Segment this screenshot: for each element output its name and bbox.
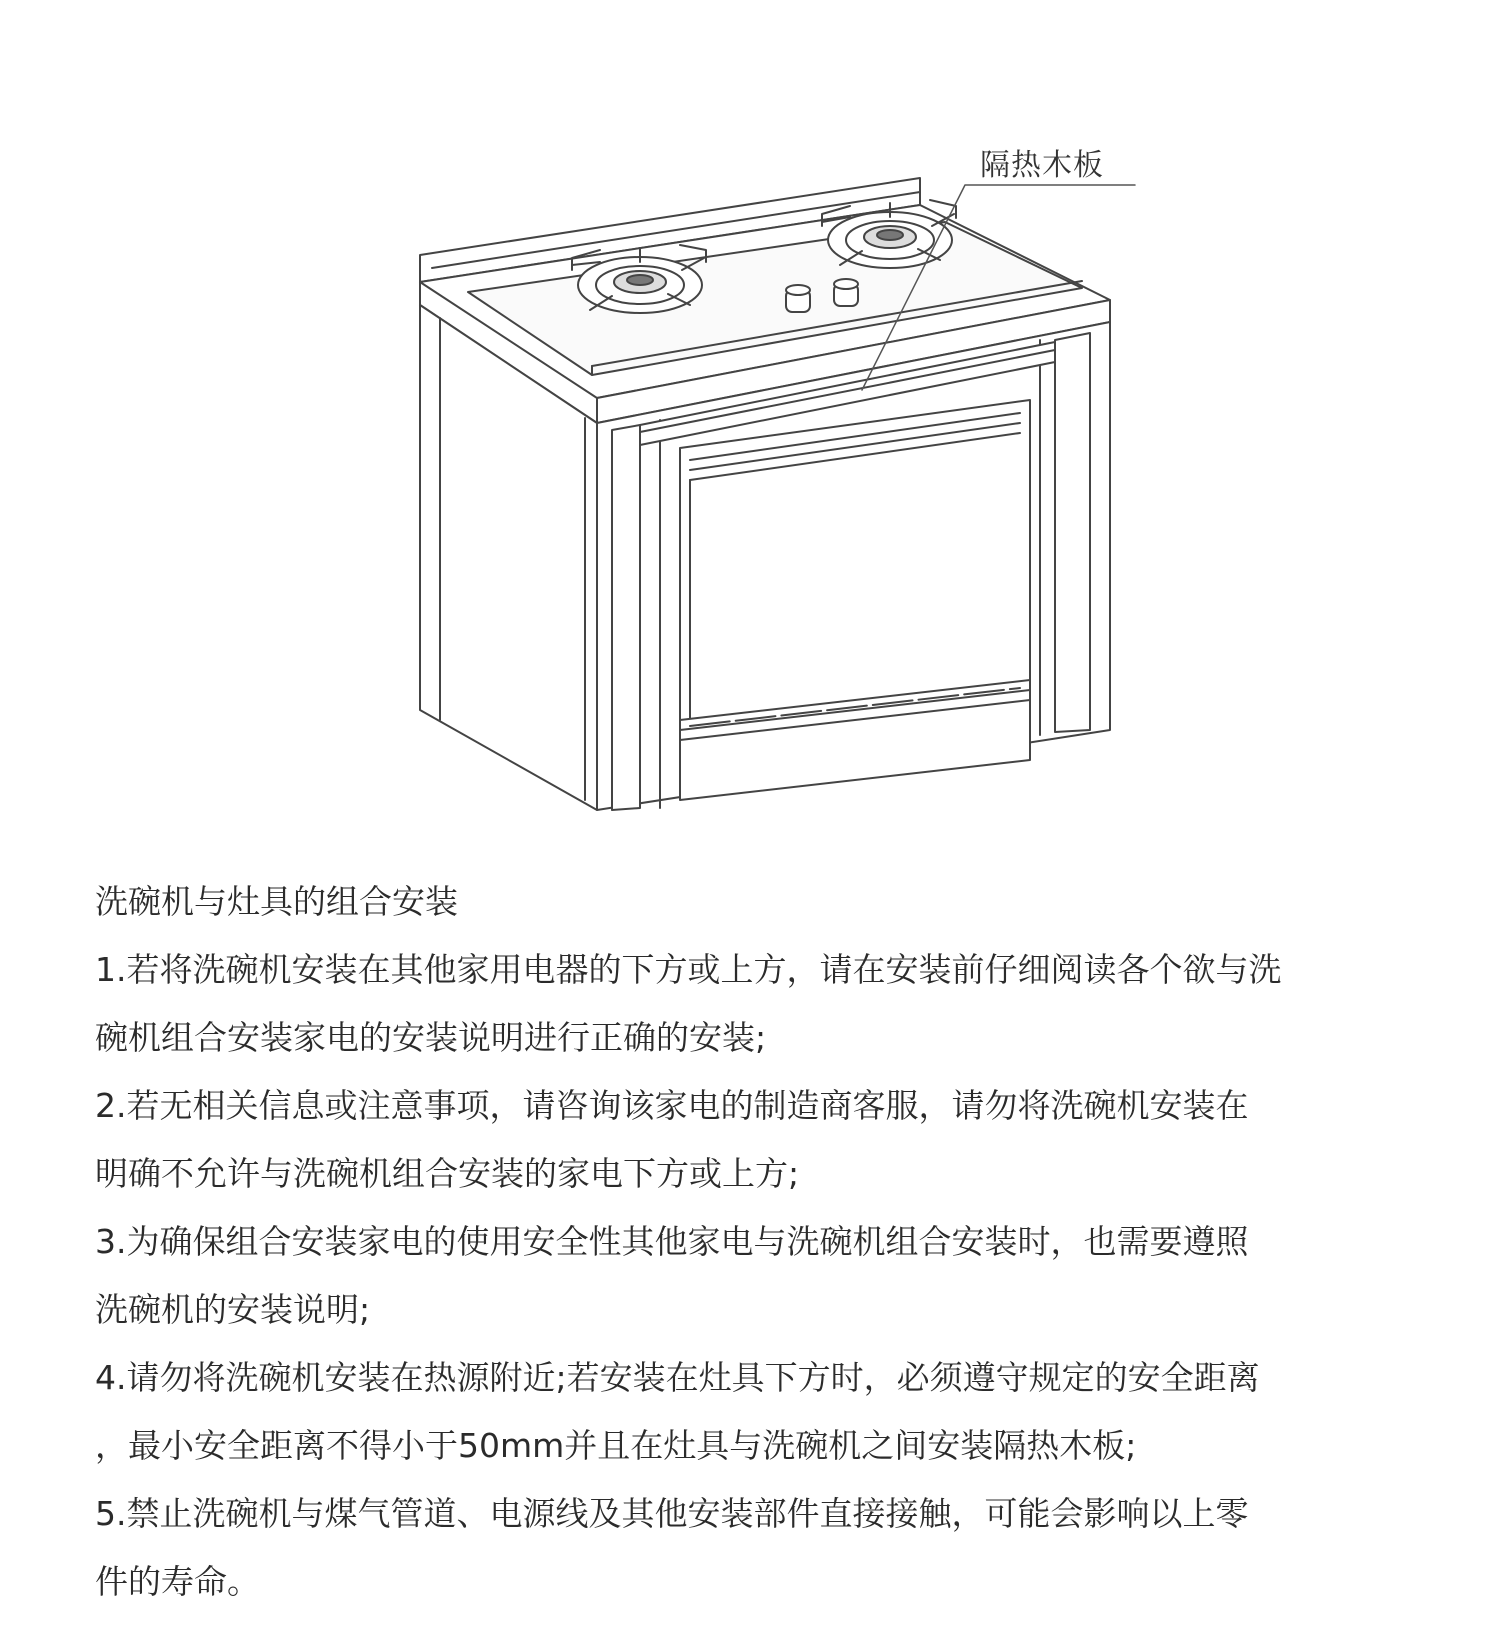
instruction-line: 2.若无相关信息或注意事项，请咨询该家电的制造商客服，请勿将洗碗机安装在 <box>95 1086 1249 1125</box>
instructions-section <box>95 868 1425 1616</box>
section-title: 洗碗机与灶具的组合安装 <box>95 882 458 921</box>
callout-label: 隔热木板 <box>980 148 1104 183</box>
dishwasher <box>680 400 1030 800</box>
instruction-line: 件的寿命。 <box>95 1562 260 1601</box>
instruction-line: 洗碗机的安装说明; <box>95 1290 371 1329</box>
instruction-line: 1.若将洗碗机安装在其他家用电器的下方或上方，请在安装前仔细阅读各个欲与洗 <box>95 950 1282 989</box>
instruction-line: 4.请勿将洗碗机安装在热源附近;若安装在灶具下方时，必须遵守规定的安全距离 <box>95 1358 1260 1397</box>
instruction-line: 3.为确保组合安装家电的使用安全性其他家电与洗碗机组合安装时，也需要遵照 <box>95 1222 1249 1261</box>
instruction-line: 碗机组合安装家电的安装说明进行正确的安装; <box>95 1018 767 1057</box>
instruction-line: 5.禁止洗碗机与煤气管道、电源线及其他安装部件直接接触，可能会影响以上零 <box>95 1494 1249 1533</box>
instruction-line: 明确不允许与洗碗机组合安装的家电下方或上方; <box>95 1154 800 1193</box>
instruction-line: ，最小安全距离不得小于50mm并且在灶具与洗碗机之间安装隔热木板; <box>95 1426 1137 1465</box>
